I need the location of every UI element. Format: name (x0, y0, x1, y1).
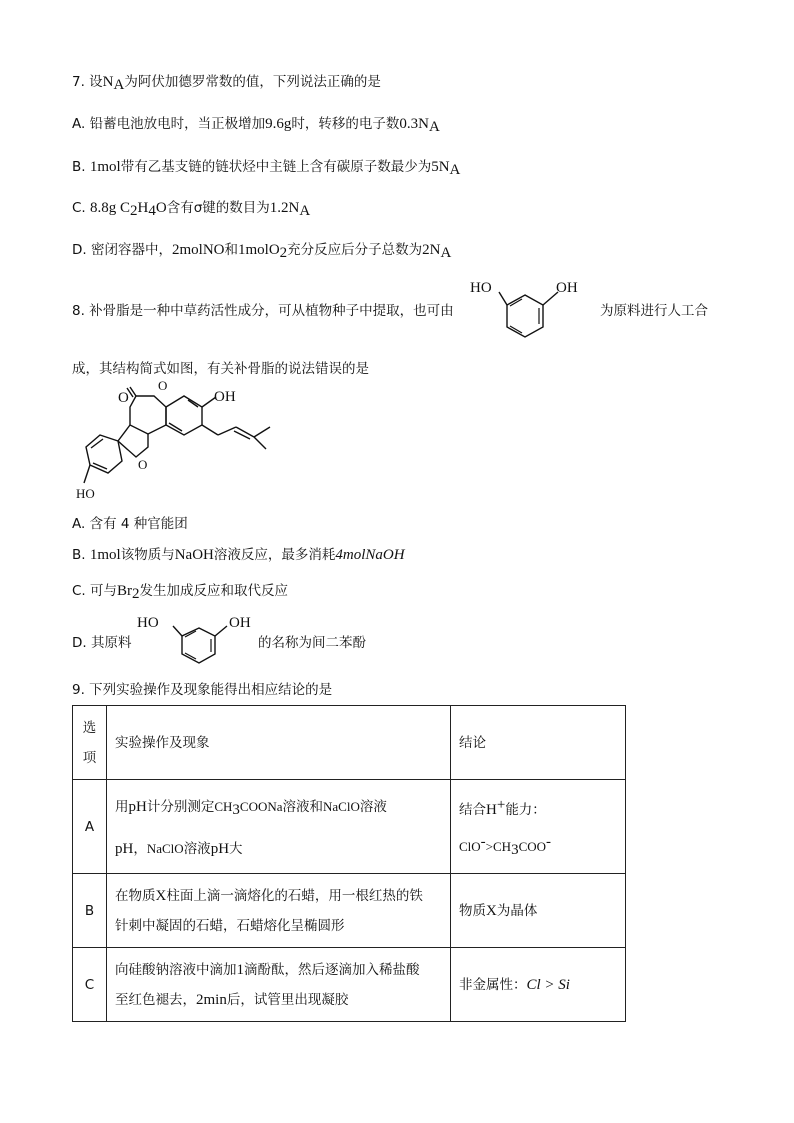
row-b-option: B (73, 874, 107, 948)
q8-stem-line2: 成，其结构简式如图，有关补骨脂的说法错误的是 (72, 361, 369, 377)
q8-option-c: C. 可与$Br_2$发生加成反应和取代反应 (72, 583, 289, 602)
row-a-option: A (73, 780, 107, 874)
q8-option-a: A. 含有 4 种官能团 (72, 516, 188, 532)
table-row (73, 780, 626, 874)
resorcinol-structure-1 (470, 278, 600, 348)
oh-label-2: OH (229, 615, 251, 631)
row-a-operation: 用pH计分别测定$CH_3COONa$溶液和NaClO溶液 pH，NaClO溶液pH大 (107, 780, 451, 874)
q8-option-d-part2: 的名称为间二苯酚 (258, 635, 366, 651)
q8-option-d-part1: D. 其原料 (72, 635, 132, 651)
row-c-operation: 向硅酸钠溶液中滴加1滴酚酞，然后逐滴加入稀盐酸 至红色褪去，2min后，试管里出现凝胶 (107, 948, 451, 1022)
psoralen-structure (76, 378, 306, 505)
q7-stem: 7. 设$N_A$为阿伏加德罗常数的值，下列说法正确的是 (72, 74, 381, 93)
header-conclusion: 结论 (451, 706, 626, 780)
q7-option-a: A. 铅蓄电池放电时，当正极增加9.6g时，转移的电子数$0.3N_A$ (72, 116, 440, 135)
header-operation: 实验操作及现象 (107, 706, 451, 780)
carbonyl-o-label: O (118, 390, 129, 406)
q8-stem-part2: 为原料进行人工合 (600, 303, 708, 319)
table-row (73, 874, 626, 948)
ho-label-left: HO (76, 486, 95, 501)
oh-label-right: OH (214, 389, 236, 405)
row-b-conclusion: 物质X为晶体 (451, 874, 626, 948)
header-option: 选 项 (73, 706, 107, 780)
table-row (73, 948, 626, 1022)
row-b-operation: 在物质X柱面上滴一滴熔化的石蜡，用一根红热的铁 针刺中凝固的石蜡，石蜡熔化呈椭圆形 (107, 874, 451, 948)
row-c-option: C (73, 948, 107, 1022)
q8-stem-part1: 8. 补骨脂是一种中草药活性成分，可从植物种子中提取，也可由 (72, 303, 454, 319)
q9-stem: 9. 下列实验操作及现象能得出相应结论的是 (72, 682, 333, 698)
q9-table (72, 705, 626, 1022)
furan-o-label: O (138, 457, 148, 472)
ho-label-2: HO (137, 615, 159, 631)
q7-option-c: C. 8.8g $C_2H_4O$含有σ键的数目为$1.2N_A$ (72, 200, 311, 219)
oh-label: OH (556, 280, 578, 296)
q7-option-d: D. 密闭容器中，2molNO和1molO$_2$充分反应后分子总数为$2N_A$ (72, 242, 452, 261)
row-a-conclusion: 结合H+能力： $ClO^->CH_3COO^-$ (451, 780, 626, 874)
table-header-row (73, 706, 626, 780)
row-c-conclusion: 非金属性：Cl > Si (451, 948, 626, 1022)
resorcinol-structure-2 (135, 614, 265, 670)
q8-option-b: B. 1mol该物质与NaOH溶液反应，最多消耗4molNaOH (72, 547, 405, 563)
ho-label: HO (470, 280, 492, 296)
q7-option-b: B. 1mol带有乙基支链的链状烃中主链上含有碳原子数最少为$5N_A$ (72, 159, 461, 178)
ring-o-label: O (158, 378, 168, 393)
